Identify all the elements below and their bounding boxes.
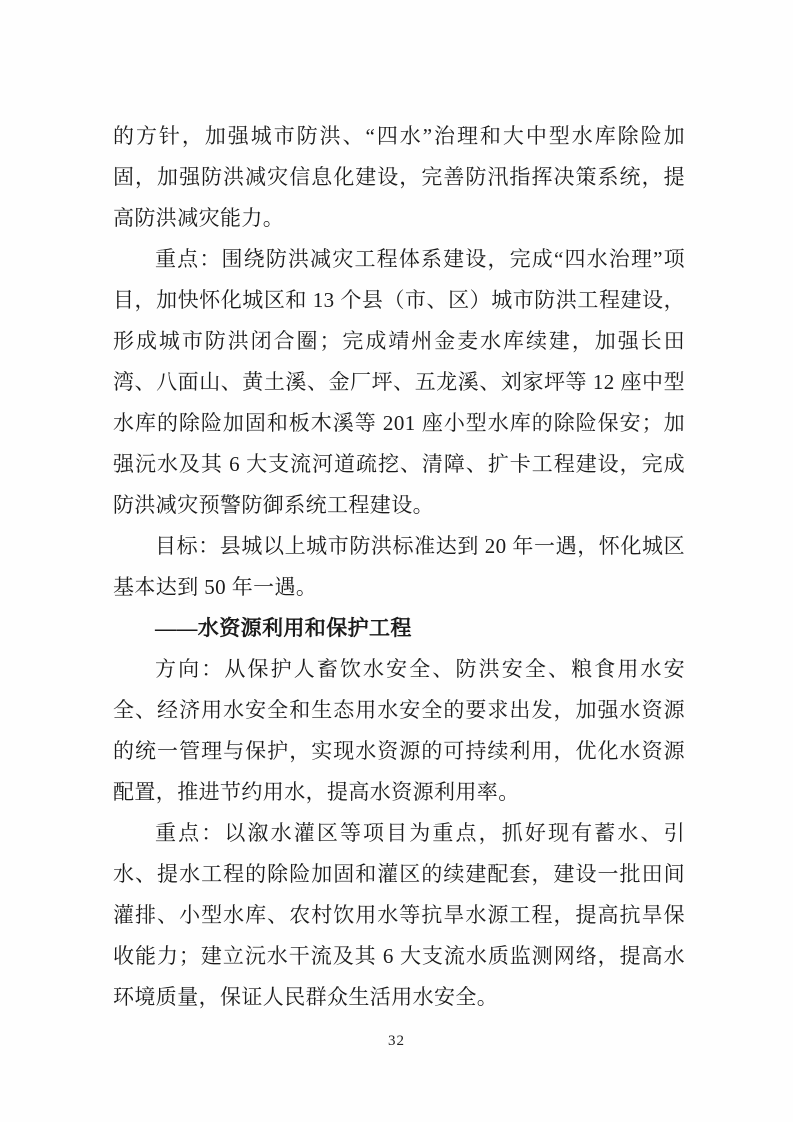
page-body-text xyxy=(113,116,685,1018)
paragraph-water-key-points: 重点：以溆水灌区等项目为重点，抓好现有蓄水、引水、提水工程的除险加固和灌区的续建配套，建设一批田间灌排、小型水库、农村饮用水等抗旱水源工程，提高抗旱保收能力；建立沅水干流及其 6 大支流水质监测网络，提高水环境质量，保证人民群众生活用水安全。 xyxy=(113,821,685,1009)
paragraph-flood-goals: 目标：县城以上城市防洪标准达到 20 年一遇，怀化城区基本达到 50 年一遇。 xyxy=(113,534,685,599)
page-number: 32 xyxy=(388,1033,405,1049)
section-heading-water-resource-project: ——水资源利用和保护工程 xyxy=(155,616,412,640)
paragraph-flood-policy-continuation: 的方针，加强城市防洪、“四水”治理和大中型水库除险加固，加强防洪减灾信息化建设，完善防汛指挥决策系统，提高防洪减灾能力。 xyxy=(113,124,685,230)
page-footer xyxy=(0,1032,793,1050)
paragraph-flood-key-points: 重点：围绕防洪减灾工程体系建设，完成“四水治理”项目，加快怀化城区和 13 个县（市、区）城市防洪工程建设，形成城市防洪闭合圈；完成靖州金麦水库续建，加强长田湾、八面山、黄土溪、金厂坪、五龙溪、刘家坪等 12 座中型水库的除险加固和板木溪等 201 座小型水库的除险保安；加强沅水及其 6 大支流河道疏挖、清障、扩卡工程建设，完成防洪减灾预警防御系统工程建设。 xyxy=(113,247,685,517)
paragraph-water-direction: 方向：从保护人畜饮水安全、防洪安全、粮食用水安全、经济用水安全和生态用水安全的要求出发，加强水资源的统一管理与保护，实现水资源的可持续利用，优化水资源配置，推进节约用水，提高水资源利用率。 xyxy=(113,657,685,804)
